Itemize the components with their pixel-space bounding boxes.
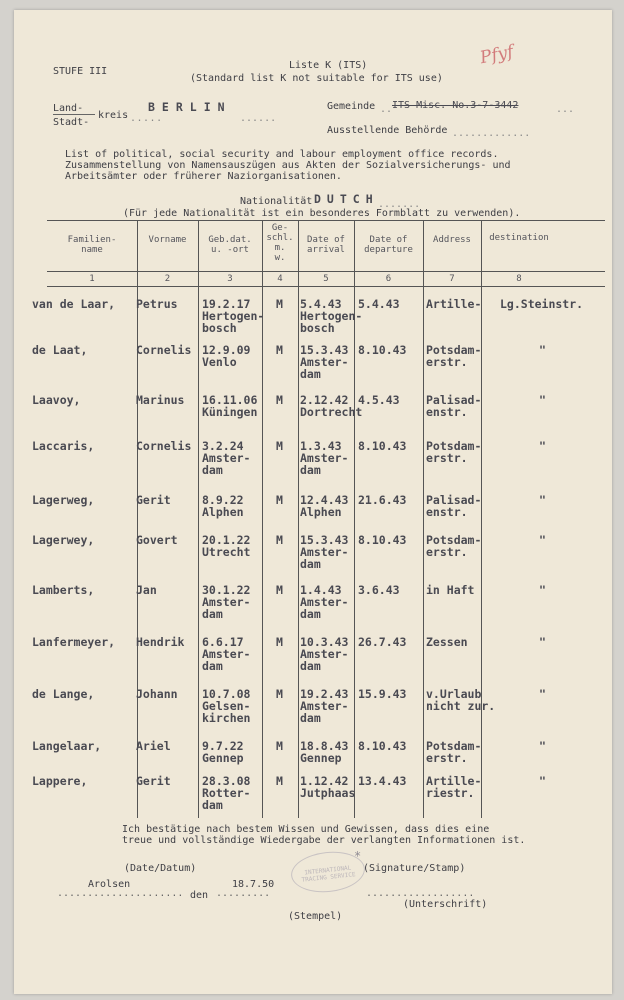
arrival-date-cell: 1.3.43	[300, 439, 342, 453]
arrival-date-cell: 19.2.43	[300, 687, 349, 701]
first-name-cell: Cornelis	[136, 343, 192, 357]
departure-cell: 4.5.43	[358, 393, 400, 407]
col-number: 8	[516, 274, 522, 284]
place-value: Arolsen	[88, 879, 131, 890]
stempel-label: (Stempel)	[288, 911, 343, 922]
sex-cell: M	[276, 687, 283, 701]
birth-date-cell: 10.7.08	[202, 687, 251, 701]
arrival-place-cell: Amster- dam	[300, 451, 349, 477]
col-number: 1	[89, 274, 95, 284]
sex-cell: M	[276, 343, 283, 357]
family-name-cell: Lappere,	[32, 774, 88, 788]
nationality-value: DUTCH	[314, 192, 379, 206]
family-name-cell: Lagerweg,	[32, 493, 95, 507]
birth-date-cell: 30.1.22	[202, 583, 251, 597]
first-name-cell: Petrus	[136, 297, 178, 311]
destination-cell: "	[539, 533, 546, 547]
address-cell: v.Urlaub nicht zur.	[426, 687, 496, 713]
birth-place-cell: Venlo	[202, 355, 237, 369]
first-name-cell: Hendrik	[136, 635, 185, 649]
certification-line-2: treue und vollständige Wiedergabe der verlangten Informationen ist.	[122, 835, 526, 846]
sex-cell: M	[276, 493, 283, 507]
col-header: Ge- schl. m. w.	[266, 223, 294, 263]
nationality-note: (Für jede Nationalität ist ein besonderes Formblatt zu verwenden).	[123, 208, 521, 219]
departure-cell: 5.4.43	[358, 297, 400, 311]
col-number: 4	[277, 274, 283, 284]
description-line-2: Zusammenstellung von Namensauszügen aus Akten der Sozialversicherungs- und	[65, 160, 511, 171]
gemeinde-dots: ...	[556, 104, 575, 115]
address-cell: Palisad- enstr.	[426, 493, 482, 519]
arrival-place-cell: Alphen	[300, 505, 342, 519]
first-name-cell: Cornelis	[136, 439, 192, 453]
certification-line-1: Ich bestätige nach bestem Wissen und Gewissen, dass dies eine	[122, 824, 490, 835]
arrival-date-cell: 15.3.43	[300, 533, 349, 547]
family-name-cell: de Lange,	[32, 687, 95, 701]
birth-place-cell: Küningen	[202, 405, 258, 419]
asterisk: *	[354, 849, 362, 863]
destination-cell: Lg.Steinstr.	[500, 297, 584, 311]
date-label: (Date/Datum)	[124, 863, 197, 874]
col-header: destination	[489, 233, 549, 243]
birth-date-cell: 28.3.08	[202, 774, 251, 788]
departure-cell: 15.9.43	[358, 687, 407, 701]
birth-place-cell: Alphen	[202, 505, 244, 519]
sex-cell: M	[276, 439, 283, 453]
arrival-place-cell: Jutphaas	[300, 786, 356, 800]
family-name-cell: van de Laar,	[32, 297, 116, 311]
arrival-date-cell: 15.3.43	[300, 343, 349, 357]
birth-date-cell: 16.11.06	[202, 393, 258, 407]
address-cell: Potsdam- erstr.	[426, 439, 482, 465]
destination-cell: "	[539, 635, 546, 649]
destination-cell: "	[539, 439, 546, 453]
family-name-cell: de Laat,	[32, 343, 88, 357]
arrival-place-cell: Amster- dam	[300, 699, 349, 725]
departure-cell: 26.7.43	[358, 635, 407, 649]
destination-cell: "	[539, 583, 546, 597]
gemeinde-value: ITS Misc. No.3-7-3442	[392, 100, 519, 111]
sex-cell: M	[276, 774, 283, 788]
address-cell: Potsdam- erstr.	[426, 739, 482, 765]
col-divider	[423, 220, 424, 818]
liste-title: Liste K (ITS)	[289, 60, 368, 71]
destination-cell: "	[539, 739, 546, 753]
arrival-place-cell: Dortrecht	[300, 405, 363, 419]
date-value: 18.7.50	[232, 879, 275, 890]
table-top-rule	[47, 220, 605, 221]
family-name-cell: Laccaris,	[32, 439, 95, 453]
address-cell: Artille- riestr.	[426, 774, 482, 800]
family-name-cell: Langelaar,	[32, 739, 102, 753]
col-number: 5	[323, 274, 329, 284]
arrival-place-cell: Amster- dam	[300, 647, 349, 673]
signature-label: (Signature/Stamp)	[363, 863, 466, 874]
family-name-cell: Lanfermeyer,	[32, 635, 116, 649]
family-name-cell: Lagerwey,	[32, 533, 95, 547]
address-cell: Potsdam- erstr.	[426, 533, 482, 559]
description-line-3: Arbeitsämter oder früherer Naziorganisationen.	[65, 171, 342, 182]
address-cell: in Haft	[426, 583, 475, 597]
first-name-cell: Govert	[136, 533, 178, 547]
col-header: Date of arrival	[307, 235, 345, 255]
sex-cell: M	[276, 635, 283, 649]
destination-cell: "	[539, 393, 546, 407]
departure-cell: 13.4.43	[358, 774, 407, 788]
nationality-label: Nationalität	[240, 196, 313, 207]
arrival-date-cell: 10.3.43	[300, 635, 349, 649]
col-header: Date of departure	[364, 235, 413, 255]
unterschrift-label: (Unterschrift)	[403, 899, 488, 910]
address-cell: Palisad- enstr.	[426, 393, 482, 419]
birth-place-cell: Hertogen- bosch	[202, 309, 265, 335]
sex-cell: M	[276, 583, 283, 597]
arrival-place-cell: Amster- dam	[300, 595, 349, 621]
address-cell: Artille-	[426, 297, 482, 311]
first-name-cell: Gerit	[136, 493, 171, 507]
address-cell: Potsdam- erstr.	[426, 343, 482, 369]
birth-place-cell: Rotter- dam	[202, 786, 251, 812]
birth-date-cell: 6.6.17	[202, 635, 244, 649]
birth-place-cell: Amster- dam	[202, 451, 251, 477]
stufe-label: STUFE III	[53, 66, 108, 77]
birth-date-cell: 19.2.17	[202, 297, 251, 311]
address-cell: Zessen	[426, 635, 468, 649]
arrival-place-cell: Amster- dam	[300, 355, 349, 381]
col-number: 6	[385, 274, 392, 284]
departure-cell: 8.10.43	[358, 343, 407, 357]
departure-cell: 8.10.43	[358, 439, 407, 453]
den-label: den	[190, 890, 209, 901]
description-line-1: List of political, social security and labour employment office records.	[65, 149, 499, 160]
birth-place-cell: Utrecht	[202, 545, 251, 559]
col-divider	[298, 220, 299, 818]
col-header: Geb.dat. u. -ort	[208, 235, 252, 255]
land-label: Land-	[53, 103, 84, 114]
gemeinde-label: Gemeinde	[327, 101, 376, 112]
sex-cell: M	[276, 297, 283, 311]
first-name-cell: Ariel	[136, 739, 171, 753]
arrival-place-cell: Gennep	[300, 751, 342, 765]
liste-subtitle: (Standard list K not suitable for ITS use)	[190, 73, 443, 84]
ausstellende-label: Ausstellende Behörde	[327, 125, 448, 136]
arrival-date-cell: 12.4.43	[300, 493, 349, 507]
destination-cell: "	[539, 343, 546, 357]
first-name-cell: Gerit	[136, 774, 171, 788]
birth-date-cell: 20.1.22	[202, 533, 251, 547]
first-name-cell: Jan	[136, 583, 157, 597]
departure-cell: 8.10.43	[358, 739, 407, 753]
first-name-cell: Johann	[136, 687, 178, 701]
destination-cell: "	[539, 774, 546, 788]
arrival-place-cell: Hertogen- bosch	[300, 309, 363, 335]
col-header: Vorname	[148, 235, 187, 245]
kreis-label: kreis	[98, 110, 129, 121]
table-number-rule	[47, 286, 605, 287]
departure-cell: 21.6.43	[358, 493, 407, 507]
col-header: Familien- name	[67, 235, 117, 255]
arrival-date-cell: 1.4.43	[300, 583, 342, 597]
departure-cell: 3.6.43	[358, 583, 400, 597]
departure-cell: 8.10.43	[358, 533, 407, 547]
birth-date-cell: 8.9.22	[202, 493, 244, 507]
birth-place-cell: Amster- dam	[202, 647, 251, 673]
first-name-cell: Marinus	[136, 393, 185, 407]
birth-date-cell: 9.7.22	[202, 739, 244, 753]
sex-cell: M	[276, 739, 283, 753]
arrival-date-cell: 5.4.43	[300, 297, 342, 311]
arrival-place-cell: Amster- dam	[300, 545, 349, 571]
col-divider	[198, 220, 199, 818]
birth-date-cell: 3.2.24	[202, 439, 244, 453]
handwritten-mark: Pfyf	[478, 41, 516, 69]
sex-cell: M	[276, 533, 283, 547]
stadt-label: Stadt-	[53, 117, 90, 128]
birth-place-cell: Gennep	[202, 751, 244, 765]
birth-place-cell: Amster- dam	[202, 595, 251, 621]
land-stadt-divider	[53, 114, 95, 115]
kreis-value: BERLIN	[148, 100, 232, 114]
kreis-dots: ......	[240, 113, 277, 124]
arrival-date-cell: 1.12.42	[300, 774, 349, 788]
arrival-date-cell: 18.8.43	[300, 739, 349, 753]
birth-place-cell: Gelsen- kirchen	[202, 699, 251, 725]
col-number: 2	[164, 274, 171, 284]
col-header: Address	[433, 235, 471, 245]
table-header-rule	[47, 271, 605, 272]
col-number: 3	[227, 274, 233, 284]
col-number: 7	[449, 274, 455, 284]
arrival-date-cell: 2.12.42	[300, 393, 349, 407]
destination-cell: "	[539, 687, 546, 701]
stamp-text: INTERNATIONAL TRACING SERVICE	[301, 864, 356, 884]
sex-cell: M	[276, 393, 283, 407]
family-name-cell: Laavoy,	[32, 393, 81, 407]
family-name-cell: Lamberts,	[32, 583, 95, 597]
birth-date-cell: 12.9.09	[202, 343, 251, 357]
destination-cell: "	[539, 493, 546, 507]
